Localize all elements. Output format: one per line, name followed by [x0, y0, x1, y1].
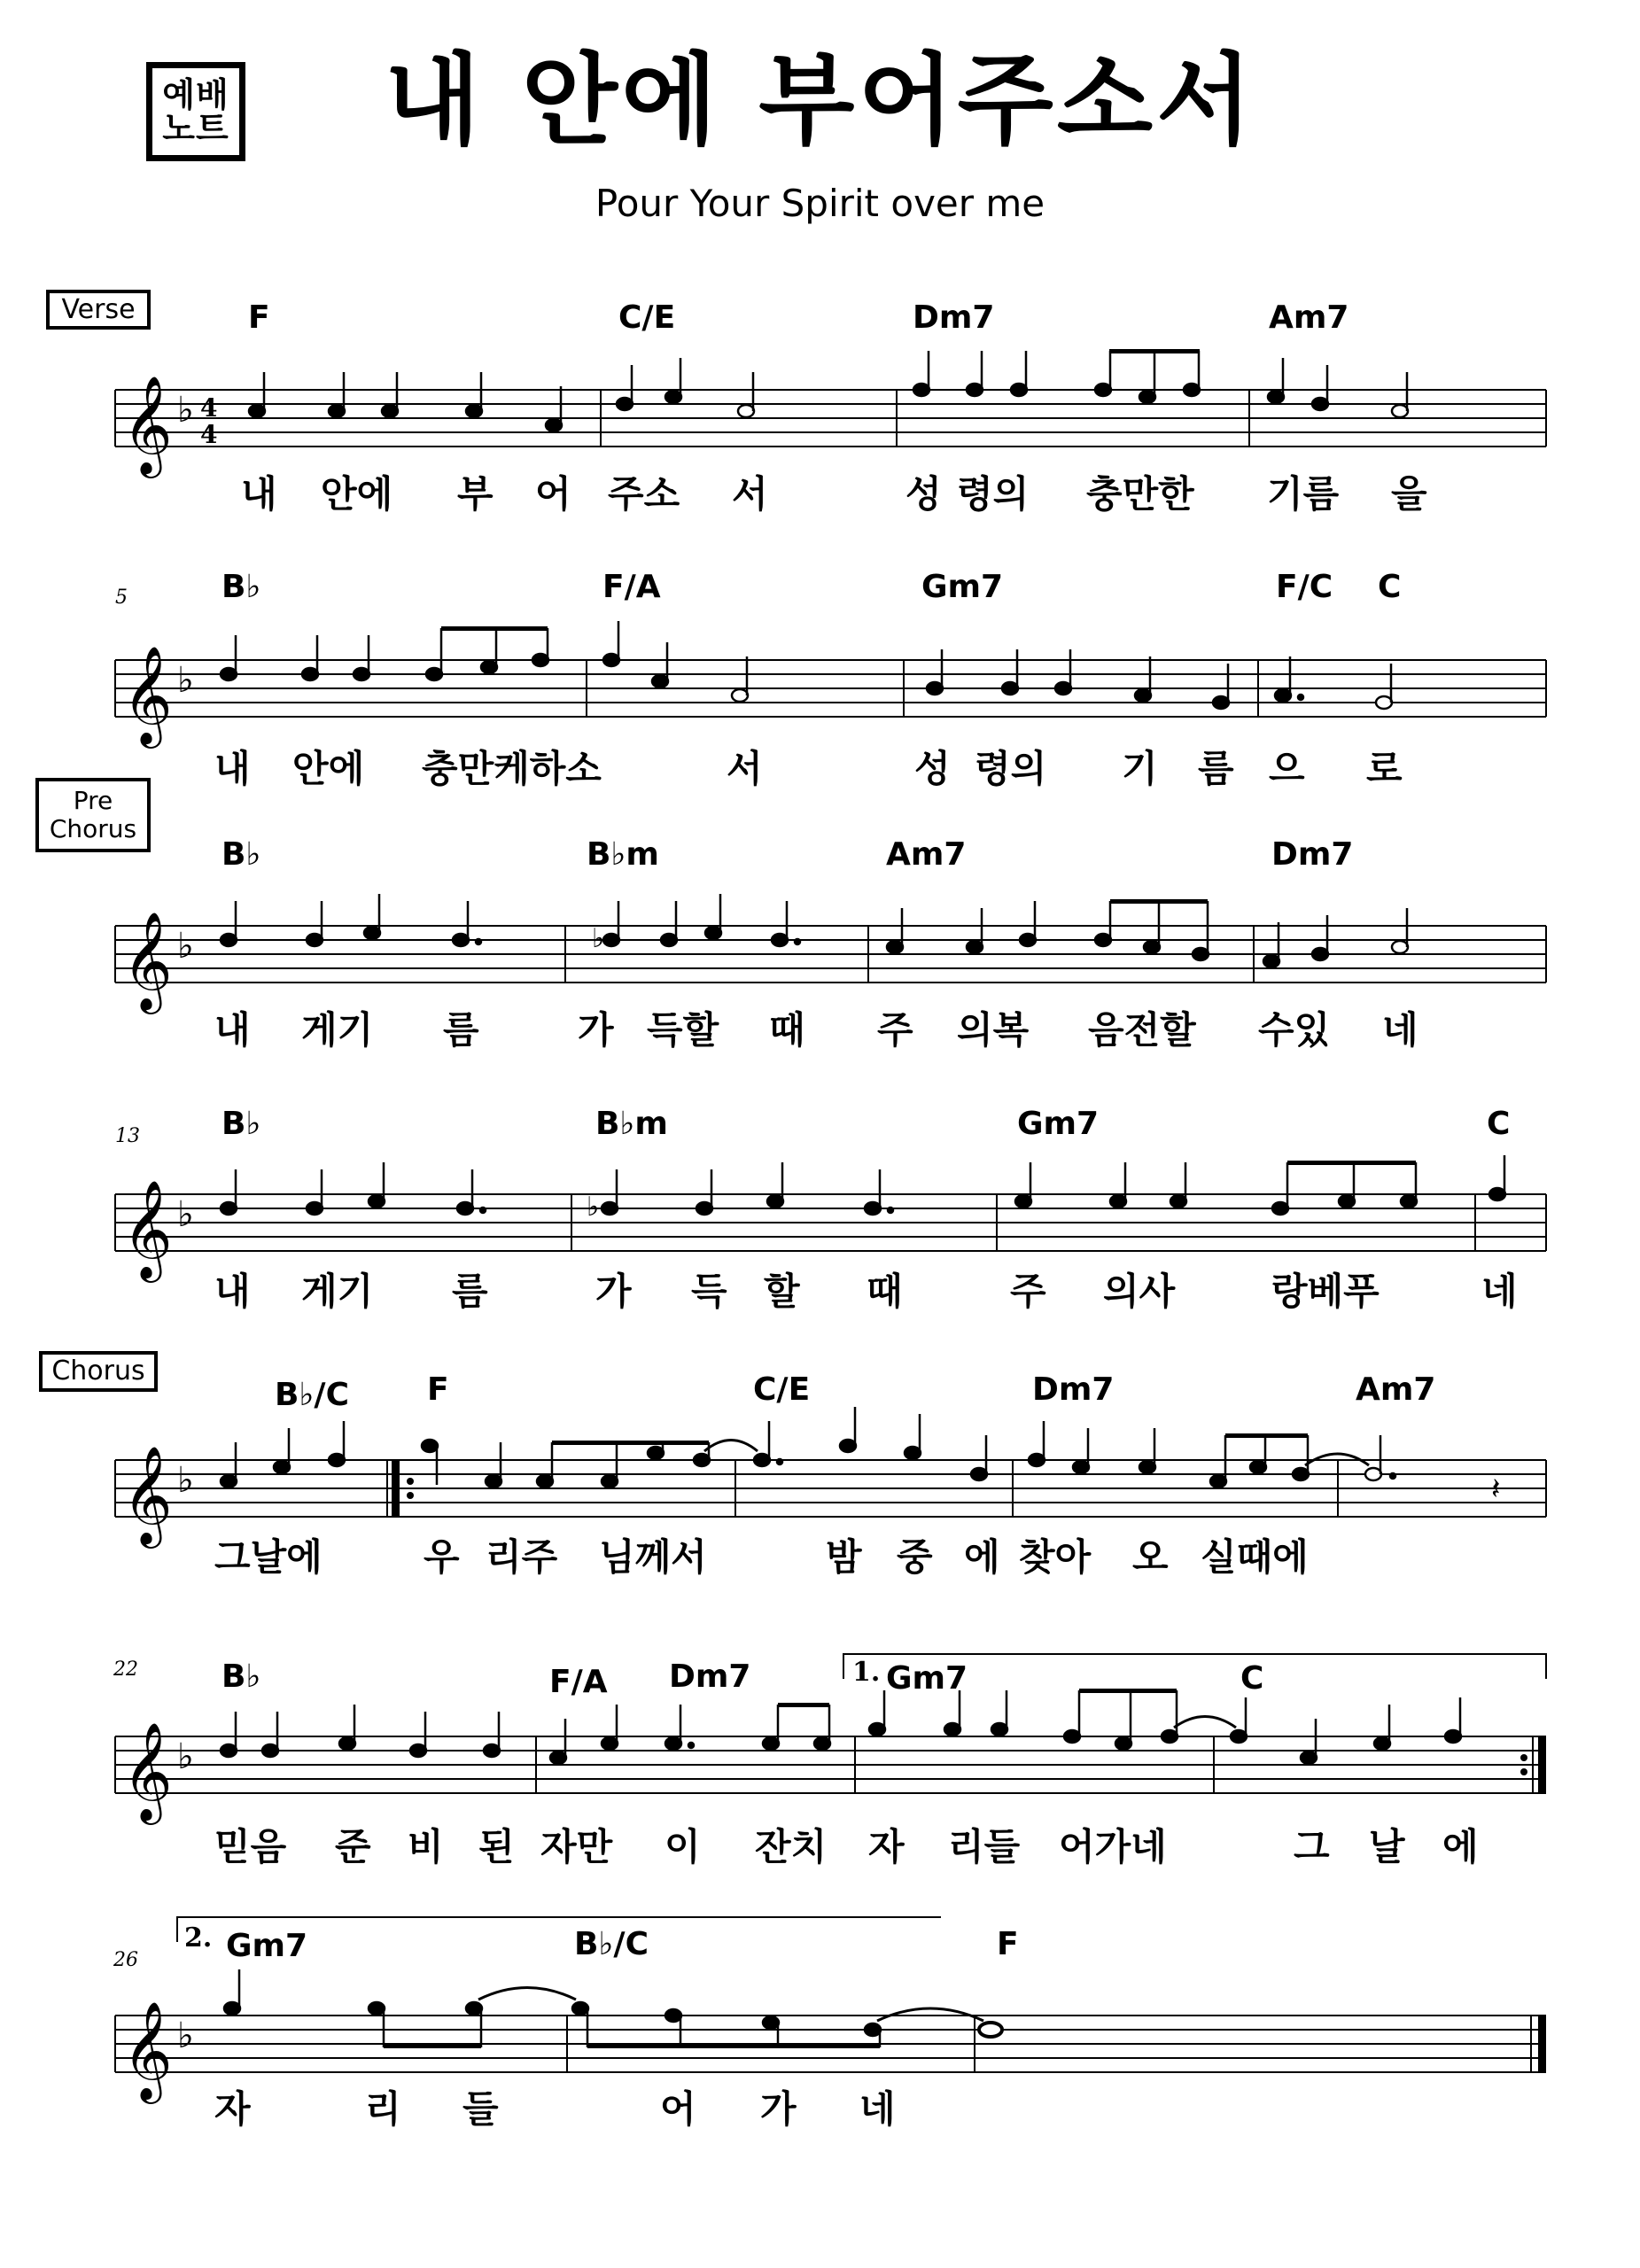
music-system — [0, 1887, 1640, 2171]
lyric-syllable: 믿음 — [214, 1825, 287, 1868]
lyric-syllable: 충만케하소 — [422, 747, 602, 790]
chord-symbol: Am7 — [886, 836, 967, 873]
music-system — [0, 292, 1640, 576]
lyric-syllable: 으 — [1269, 747, 1305, 790]
treble-clef-icon: 𝄞 — [122, 911, 173, 1010]
svg-text:♭: ♭ — [177, 2016, 194, 2056]
section-label-pre-chorus: Pre Chorus — [35, 778, 151, 852]
chord-symbol: Am7 — [1269, 299, 1349, 336]
lyric-syllable: 잔치 — [755, 1825, 828, 1868]
music-system — [0, 558, 1640, 842]
svg-text:♭: ♭ — [177, 390, 194, 431]
lyric-syllable: 리주 — [486, 1535, 558, 1579]
chord-symbol: B♭/C — [574, 1926, 649, 1962]
chord-symbol: C/E — [618, 299, 676, 336]
chord-symbol: B♭ — [222, 836, 261, 873]
measure-number: 13 — [115, 1125, 140, 1147]
lyric-syllable: 찾아 — [1019, 1535, 1092, 1579]
lyric-syllable: 리들 — [948, 1825, 1021, 1868]
lyric-syllable: 수있 — [1258, 1008, 1331, 1052]
chord-symbol: Gm7 — [226, 1928, 308, 1964]
chord-symbol: C — [1378, 569, 1402, 605]
lyric-syllable: 의복 — [957, 1008, 1030, 1052]
lyric-syllable: 밤 — [826, 1535, 862, 1579]
chord-symbol: B♭/C — [275, 1377, 349, 1413]
staff — [0, 616, 1640, 757]
chord-symbol: Dm7 — [669, 1658, 751, 1695]
treble-clef-icon: 𝄞 — [122, 2000, 173, 2100]
lyric-syllable: 자 — [214, 2087, 251, 2131]
treble-clef-icon: 𝄞 — [122, 645, 173, 744]
svg-text:♭: ♭ — [177, 1460, 194, 1501]
lyric-syllable: 준 — [335, 1825, 371, 1868]
logo-line-2: 노트 — [162, 109, 229, 148]
lyric-syllable: 네 — [1481, 1270, 1518, 1313]
lyric-syllable: 할 — [764, 1270, 800, 1313]
section-label-chorus: Chorus — [39, 1351, 158, 1392]
lyric-syllable: 랑베푸 — [1271, 1270, 1380, 1313]
svg-text:4: 4 — [200, 393, 218, 423]
lyric-syllable: 서 — [727, 747, 763, 790]
treble-clef-icon: 𝄞 — [122, 375, 173, 474]
chord-symbol: C — [1487, 1106, 1511, 1142]
lyric-syllable: 된 — [478, 1825, 515, 1868]
svg-text:♭: ♭ — [177, 1736, 194, 1777]
lyric-syllable: 어 — [535, 472, 571, 516]
song-subtitle: Pour Your Spirit over me — [595, 182, 1045, 225]
lyric-syllable: 가 — [578, 1008, 614, 1052]
measure-number: 26 — [113, 1949, 138, 1971]
lyric-syllable: 어가네 — [1059, 1825, 1167, 1868]
svg-text:♭: ♭ — [592, 923, 605, 954]
chord-symbol: B♭m — [595, 1106, 668, 1142]
lyric-syllable: 내 — [214, 747, 251, 790]
chord-symbol: F — [997, 1926, 1019, 1962]
lyric-syllable: 부 — [457, 472, 494, 516]
lyric-syllable: 중 — [897, 1535, 933, 1579]
lyric-syllable: 주소 — [608, 472, 680, 516]
music-system — [0, 1621, 1640, 1905]
measure-number: 5 — [115, 586, 128, 609]
lyric-syllable: 내 — [214, 1270, 251, 1313]
lyric-syllable: 때 — [867, 1270, 903, 1313]
chord-symbol: C/E — [753, 1371, 811, 1408]
chord-symbol: B♭ — [222, 1106, 261, 1142]
chord-symbol: F — [248, 299, 270, 336]
lyric-syllable: 들 — [462, 2087, 499, 2131]
lyric-syllable: 름 — [443, 1008, 479, 1052]
lyric-syllable: 자만 — [540, 1825, 613, 1868]
music-system — [0, 1355, 1640, 1639]
treble-clef-icon: 𝄞 — [122, 1721, 173, 1821]
lyric-syllable: 에 — [964, 1535, 1000, 1579]
lyric-syllable: 안에 — [321, 472, 393, 516]
lyric-syllable: 기름 — [1267, 472, 1340, 516]
svg-text:4: 4 — [200, 420, 218, 449]
treble-clef-icon: 𝄞 — [122, 1445, 173, 1544]
lyric-syllable: 비 — [408, 1825, 444, 1868]
chord-symbol: F/C — [1276, 569, 1333, 605]
logo-line-1: 예배 — [162, 75, 229, 114]
lyric-syllable: 음전할 — [1088, 1008, 1196, 1052]
lyric-syllable: 가 — [595, 1270, 632, 1313]
staff — [0, 1692, 1640, 1834]
chord-symbol: F — [427, 1371, 449, 1408]
lyric-syllable: 내 — [241, 472, 277, 516]
lyric-syllable: 의사 — [1103, 1270, 1176, 1313]
lyric-syllable: 안에 — [292, 747, 365, 790]
chord-symbol: F/A — [549, 1664, 608, 1700]
chord-symbol: Dm7 — [1271, 836, 1354, 873]
quarter-rest-icon: 𝄽 — [1491, 1472, 1501, 1507]
chord-symbol: C — [1240, 1660, 1264, 1697]
lyric-syllable: 성 — [905, 472, 942, 516]
lyric-syllable: 을 — [1391, 472, 1427, 516]
svg-text:♭: ♭ — [177, 1194, 194, 1235]
lyric-syllable: 가 — [760, 2087, 797, 2131]
lyric-syllable: 날 — [1369, 1825, 1405, 1868]
lyric-syllable: 내 — [214, 1008, 251, 1052]
lyric-syllable: 주 — [1010, 1270, 1046, 1313]
lyric-syllable: 어 — [660, 2087, 696, 2131]
chord-symbol: F/A — [602, 569, 661, 605]
section-label-verse: Verse — [46, 290, 151, 330]
lyric-syllable: 득 — [691, 1270, 727, 1313]
song-title: 내 안에 부어주소서 — [384, 43, 1256, 159]
svg-text:♭: ♭ — [587, 1192, 600, 1223]
chord-symbol: Am7 — [1356, 1371, 1436, 1408]
lyric-syllable: 네 — [1382, 1008, 1418, 1052]
music-system — [0, 824, 1640, 1107]
lyric-syllable: 로 — [1366, 747, 1403, 790]
chord-symbol: Dm7 — [913, 299, 995, 336]
lyric-syllable: 성 — [914, 747, 951, 790]
chord-symbol: Gm7 — [921, 569, 1004, 605]
chord-symbol: B♭ — [222, 569, 261, 605]
lyric-syllable: 충만한 — [1086, 472, 1194, 516]
lyric-syllable: 네 — [859, 2087, 896, 2131]
music-system — [0, 1090, 1640, 1373]
lyric-syllable: 득할 — [647, 1008, 719, 1052]
treble-clef-icon: 𝄞 — [122, 1179, 173, 1278]
lyric-syllable: 게기 — [301, 1008, 374, 1052]
ending-number: 1. — [852, 1657, 881, 1688]
lyric-syllable: 리 — [365, 2087, 401, 2131]
lyric-syllable: 자 — [868, 1825, 905, 1868]
chord-symbol: Gm7 — [886, 1660, 968, 1697]
lyric-syllable: 기 — [1122, 747, 1158, 790]
lyric-syllable: 에 — [1442, 1825, 1479, 1868]
measure-number: 22 — [113, 1658, 138, 1681]
lyric-syllable: 그 — [1294, 1825, 1330, 1868]
lyric-syllable: 실때에 — [1201, 1535, 1309, 1579]
lyric-syllable: 게기 — [301, 1270, 374, 1313]
lyric-syllable: 령의 — [957, 472, 1030, 516]
chord-symbol: Dm7 — [1032, 1371, 1115, 1408]
chord-symbol: Gm7 — [1017, 1106, 1100, 1142]
chord-symbol: B♭m — [587, 836, 659, 873]
lyric-syllable: 우 — [424, 1535, 460, 1579]
lyric-syllable: 이 — [665, 1825, 701, 1868]
lyric-syllable: 름 — [452, 1270, 488, 1313]
lyric-syllable: 님께서 — [599, 1535, 707, 1579]
lyric-syllable: 오 — [1132, 1535, 1169, 1579]
lyric-syllable: 령의 — [975, 747, 1047, 790]
lyric-syllable: 름 — [1198, 747, 1234, 790]
svg-text:♭: ♭ — [177, 660, 194, 701]
lyric-syllable: 그날에 — [214, 1535, 323, 1579]
lyric-syllable: 서 — [732, 472, 768, 516]
lyric-syllable: 때 — [769, 1008, 805, 1052]
ending-number: 2. — [184, 1922, 213, 1953]
lyric-syllable: 주 — [877, 1008, 913, 1052]
svg-text:♭: ♭ — [177, 926, 194, 967]
chord-symbol: B♭ — [222, 1658, 261, 1695]
